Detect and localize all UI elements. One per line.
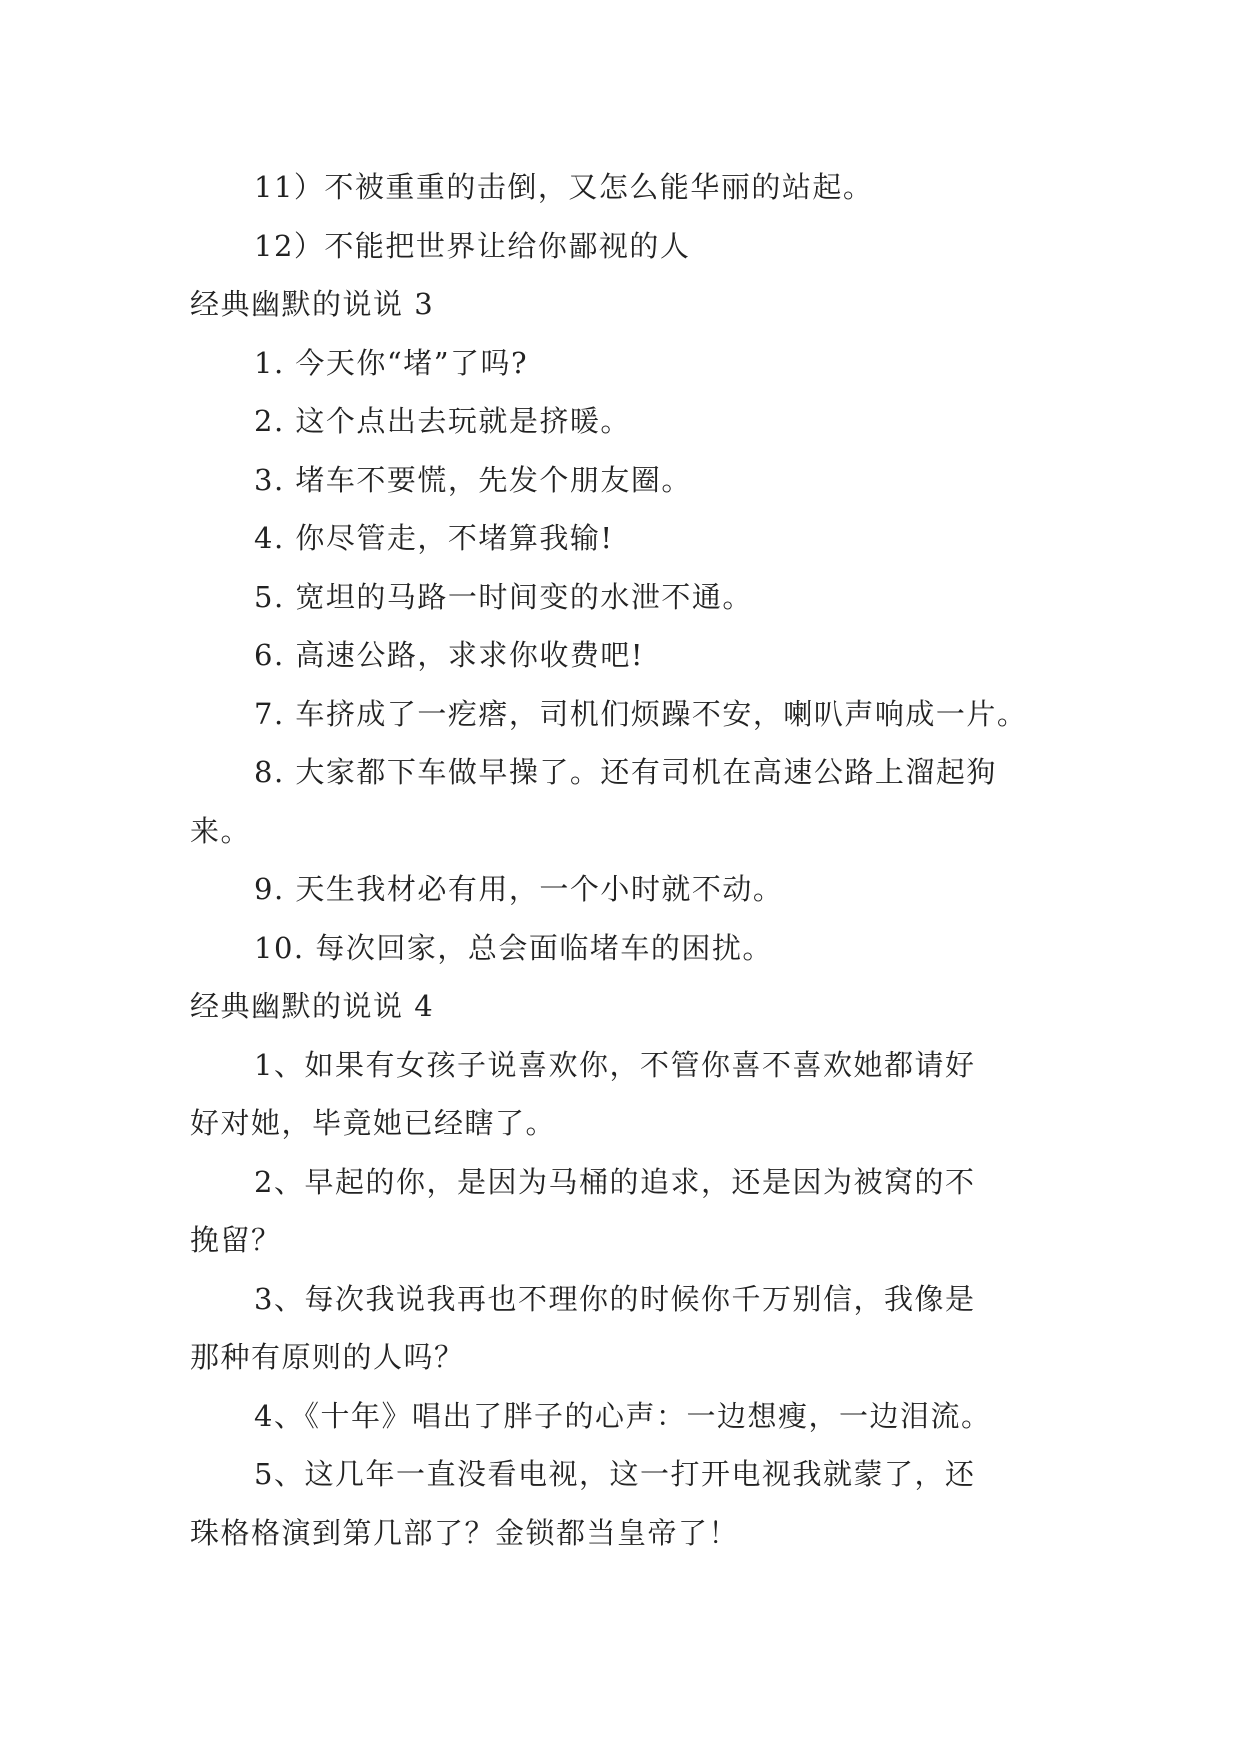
list-item: 1. 今天你“堵”了吗? (254, 345, 529, 380)
section-heading: 经典幽默的说说 4 (190, 989, 435, 1023)
list-item: 4. 你尽管走，不堵算我输! (254, 521, 614, 555)
list-item: 5. 宽坦的马路一时间变的水泄不通。 (254, 579, 753, 614)
section-heading: 经典幽默的说说 3 (190, 287, 435, 321)
document-body (190, 158, 1070, 1562)
list-item-continuation: 挽留？ (190, 1223, 282, 1257)
list-item-continuation: 来。 (190, 813, 252, 848)
list-item: 2. 这个点出去玩就是挤暖。 (254, 404, 631, 438)
list-item-continuation: 好对她，毕竟她已经瞎了。 (190, 1106, 557, 1140)
list-item: 2、早起的你，是因为马桶的追求，还是因为被窝的不 (254, 1164, 976, 1199)
list-item-continuation: 珠格格演到第几部了？金锁都当皇帝了！ (190, 1515, 740, 1550)
list-item: 10. 每次回家，总会面临堵车的困扰。 (254, 930, 773, 965)
list-item: 3、每次我说我再也不理你的时候你千万别信，我像是 (254, 1281, 976, 1316)
list-item: 11）不被重重的击倒，又怎么能华丽的站起。 (254, 170, 874, 204)
list-item: 8. 大家都下车做早操了。还有司机在高速公路上溜起狗 (254, 755, 997, 789)
list-item: 4、《十年》唱出了胖子的心声：一边想瘦，一边泪流。 (254, 1398, 992, 1433)
list-item: 9. 天生我材必有用，一个小时就不动。 (254, 872, 784, 906)
list-item: 1、如果有女孩子说喜欢你，不管你喜不喜欢她都请好 (254, 1047, 976, 1082)
list-item: 7. 车挤成了一疙瘩，司机们烦躁不安，喇叭声响成一片。 (254, 696, 1028, 731)
list-item-continuation: 那种有原则的人吗？ (190, 1340, 465, 1374)
list-item: 6. 高速公路，求求你收费吧! (254, 638, 645, 672)
list-item: 3. 堵车不要慌，先发个朋友圈。 (254, 462, 692, 497)
list-item: 5、这几年一直没看电视，这一打开电视我就蒙了，还 (254, 1457, 976, 1491)
list-item: 12）不能把世界让给你鄙视的人 (254, 228, 691, 263)
